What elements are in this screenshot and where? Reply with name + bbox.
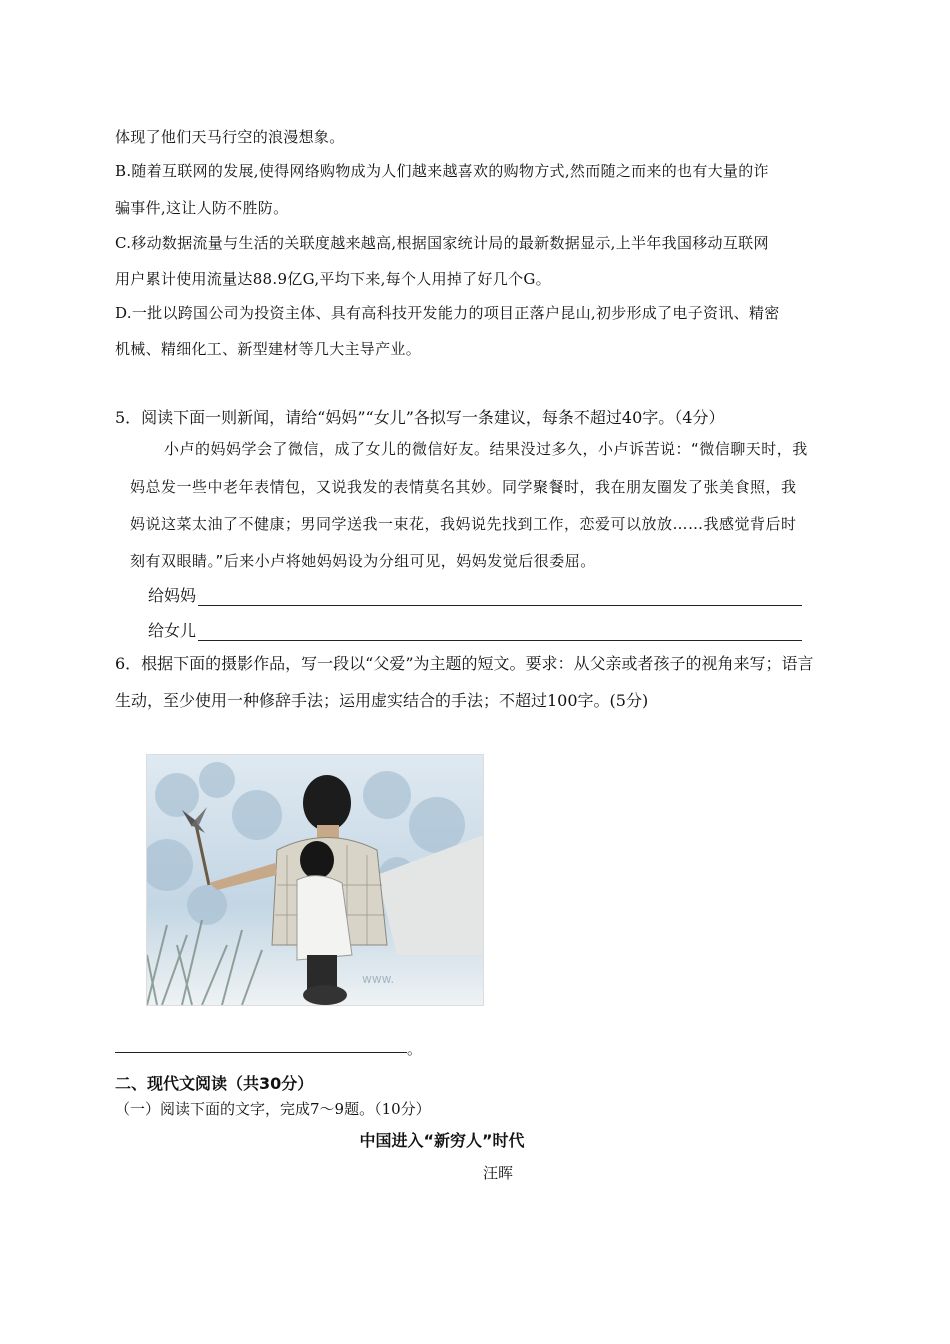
option-d-line1: D.一批以跨国公司为投资主体、具有高科技开发能力的项目正落户昆山,初步形成了电子资讯、精密 [115, 304, 780, 322]
news-line-4: 刻有双眼睛。”后来小卢将她妈妈设为分组可见，妈妈发觉后很委屈。 [130, 552, 596, 570]
option-b-line2: 骗事件,这让人防不胜防。 [115, 199, 289, 217]
article-title: 中国进入“新穷人”时代 [359, 1131, 525, 1150]
q6-answer-end: 。 [407, 1040, 423, 1058]
section2-subheading: （一）阅读下面的文字，完成7～9题。（10分） [115, 1100, 431, 1118]
option-c-line2: 用户累计使用流量达88.9亿G,平均下来,每个人用掉了好几个G。 [115, 270, 551, 288]
option-b-line1: B.随着互联网的发展,使得网络购物成为人们越来越喜欢的购物方式,然而随之而来的也有大量的诈 [115, 162, 769, 180]
question6-line2: 生动，至少使用一种修辞手法；运用虚实结合的手法；不超过100字。(5分) [115, 691, 649, 710]
section2-heading: 二、现代文阅读（共30分） [115, 1074, 314, 1093]
q6-answer-line[interactable] [115, 1052, 407, 1053]
to-mother-label: 给妈妈 [148, 586, 197, 605]
news-line-1: 小卢的妈妈学会了微信，成了女儿的微信好友。结果没过多久，小卢诉苦说：“微信聊天时，我 [164, 440, 808, 458]
father-child-photo [146, 754, 484, 1006]
to-mother-answer-line[interactable] [198, 587, 802, 606]
article-author: 汪晖 [483, 1164, 514, 1182]
news-line-3: 妈说这菜太油了不健康；男同学送我一束花，我妈说先找到工作，恋爱可以放放……我感觉背后时 [130, 515, 797, 533]
news-line-2: 妈总发一些中老年表情包，又说我发的表情莫名其妙。同学聚餐时，我在朋友圈发了张美食照，我 [130, 478, 797, 496]
to-daughter-answer-line[interactable] [198, 622, 802, 641]
option-c-line1: C.移动数据流量与生活的关联度越来越高,根据国家统计局的最新数据显示,上半年我国移动互联网 [115, 234, 769, 252]
question6-line1: 6．根据下面的摄影作品，写一段以“父爱”为主题的短文。要求：从父亲或者孩子的视角来写；语言 [115, 654, 814, 673]
option-d-line2: 机械、精细化工、新型建材等几大主导产业。 [115, 340, 422, 358]
to-daughter-label: 给女儿 [148, 621, 197, 640]
option-a-tail: 体现了他们天马行空的浪漫想象。 [115, 128, 345, 146]
to-mother-row [148, 583, 802, 606]
svg-text:www.: www. [362, 972, 395, 986]
to-daughter-row [148, 618, 802, 641]
photo-illustration [147, 755, 483, 1005]
question5-prompt: 5．阅读下面一则新闻，请给“妈妈”“女儿”各拟写一条建议，每条不超过40字。（4分） [115, 408, 725, 427]
